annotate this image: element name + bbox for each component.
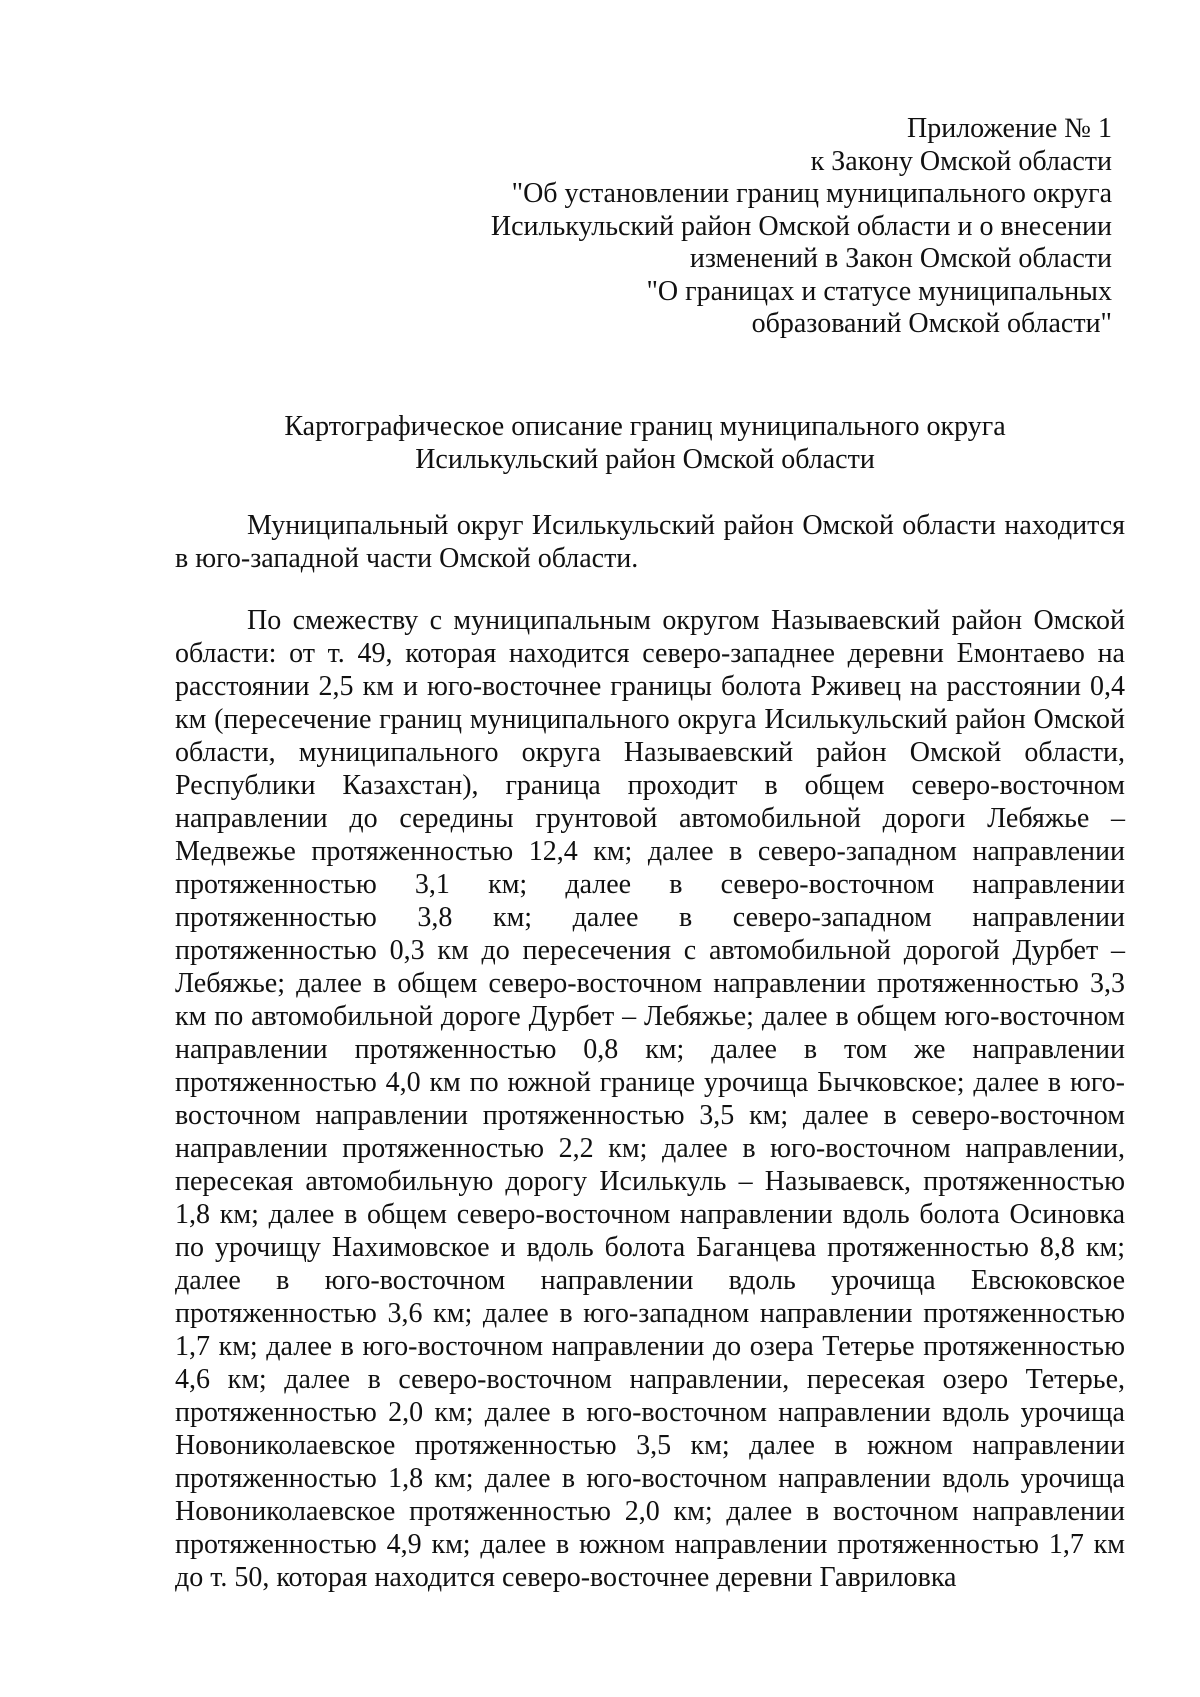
document-title: [175, 410, 1115, 476]
appendix-line: Исилькульский район Омской области и о внесении: [490, 210, 1112, 242]
appendix-line: изменений в Закон Омской области: [689, 243, 1112, 274]
appendix-line: "О границах и статусе муниципальных: [646, 275, 1112, 307]
intro-paragraph: Муниципальный округ Исилькульский район Омской области находится в юго-западной части Омской области.: [175, 510, 1125, 574]
appendix-line: "Об установлении границ муниципального округа: [511, 178, 1112, 209]
title-line-1: Картографическое описание границ муниципального округа: [284, 411, 1006, 442]
appendix-header: [352, 113, 1112, 341]
appendix-line: образований Омской области": [751, 308, 1112, 339]
title-line-2: Исилькульский район Омской области: [415, 444, 875, 475]
appendix-line: к Закону Омской области: [810, 145, 1112, 177]
appendix-line: Приложение № 1: [907, 113, 1112, 144]
boundary-description-paragraph: По смежеству с муниципальным округом Называевский район Омской области: от т. 49, которая находится северо-западнее деревни Емонтаево на расстоянии 2,5 км и юго-восточнее границы болота Рживец на расстоянии 0,4 км (пересечение границ муниципального округа Исилькульский район Омской области, муниципального округа Называевский район Омской области, Республики Казахстан), граница проходит в общем северо-восточном направлении до середины грунтовой автомобильной дороги Лебяжье – Медвежье протяженностью 12,4 км; далее в северо-западном направлении протяженностью 3,1 км; далее в северо-восточном направлении протяженностью 3,8 км; далее в северо-западном направлении протяженностью 0,3 км до пересечения с автомобильной дорогой Дурбет – Лебяжье; далее в общем северо-восточном направлении протяженностью 3,3 км по автомобильной дороге Дурбет – Лебяжье; далее в общем юго-восточном направлении протяженностью 0,8 км; далее в том же направлении протяженностью 4,0 км по южной границе урочища Бычковское; далее в юго-восточном направлении протяженностью 3,5 км; далее в северо-восточном направлении протяженностью 2,2 км; далее в юго-восточном направлении, пересекая автомобильную дорогу Исилькуль – Называевск, протяженностью 1,8 км; далее в общем северо-восточном направлении вдоль болота Осиновка по урочищу Нахимовское и вдоль болота Баганцева протяженностью 8,8 км; далее в юго-восточном направлении вдоль урочища Евсюковское протяженностью 3,6 км; далее в юго-западном направлении протяженностью 1,7 км; далее в юго-восточном направлении до озера Тетерье протяженностью 4,6 км; далее в северо-восточном направлении, пересекая озеро Тетерье, протяженностью 2,0 км; далее в юго-восточном направлении вдоль урочища Новониколаевское протяженностью 3,5 км; далее в южном направлении протяженностью 1,8 км; далее в юго-восточном направлении вдоль урочища Новониколаевское протяженностью 2,0 км; далее в восточном направлении протяженностью 4,9 км; далее в южном направлении протяженностью 1,7 км до т. 50, которая находится северо-восточнее деревни Гавриловка: [175, 605, 1125, 1593]
